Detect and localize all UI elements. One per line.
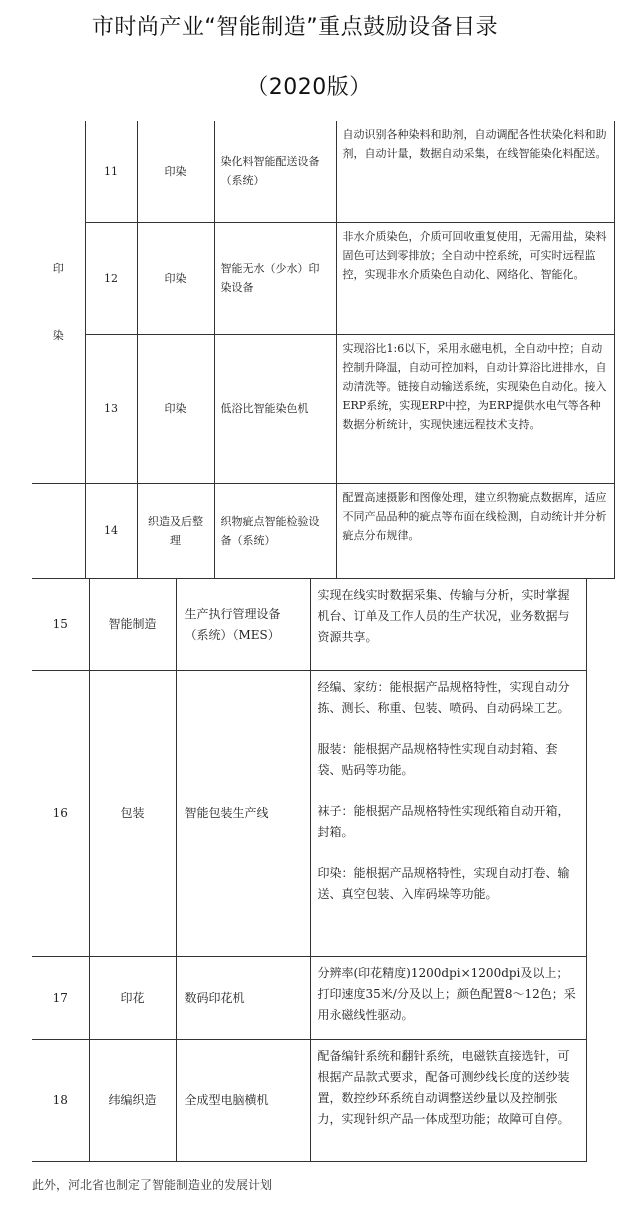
row-number: 17 <box>32 957 89 1040</box>
table-row <box>32 579 586 671</box>
empty-group-cell <box>32 483 85 578</box>
row-number: 14 <box>85 483 137 578</box>
description-paragraph: 配备编针系统和翻针系统，电磁铁直接选针，可根据产品款式要求，配备可测纱线长度的送纱装置，数控纱环系统自动调整送纱量以及控制张力，实现针织产品一体成型功能；故障可自停。 <box>317 1049 570 1126</box>
table-row <box>32 671 586 957</box>
description-paragraph: 服装：能根据产品规格特性实现自动封箱、套袋、贴码等功能。 <box>317 742 558 777</box>
row-equipment: 智能包装生产线 <box>176 671 310 957</box>
table-row <box>32 483 614 578</box>
row-equipment: 数码印花机 <box>176 957 310 1040</box>
group-cell-dyeing <box>32 121 85 483</box>
row-number: 13 <box>85 334 137 483</box>
row-number: 12 <box>85 222 137 334</box>
row-category: 包装 <box>89 671 176 957</box>
row-number: 18 <box>32 1040 89 1162</box>
row-number: 15 <box>32 579 89 671</box>
row-category: 印染 <box>137 334 214 483</box>
table-row <box>32 957 586 1040</box>
row-category: 印染 <box>137 121 214 222</box>
row-description <box>310 671 586 957</box>
table-row <box>32 222 614 334</box>
table-row <box>32 121 614 222</box>
row-description: 实现浴比1:6以下，采用永磁电机，全自动中控；自动控制升降温，自动可控加料，自动计算浴比进排水，自动清洗等。链接自动输送系统，实现染色自动化。接入ERP系统，实现ERP中控，为ERP提供水电气等各种数据分析统计，实现快速远程技术支持。 <box>336 334 614 483</box>
row-category: 印染 <box>137 222 214 334</box>
row-equipment: 织物疵点智能检验设备（系统） <box>214 483 336 578</box>
description-paragraph: 分辨率(印花精度)1200dpi×1200dpi及以上；打印速度35米/分及以上；颜色配置8～12色；采用永磁线性驱动。 <box>317 966 576 1022</box>
table-row <box>32 334 614 483</box>
equipment-table-part-2 <box>32 578 587 1162</box>
page-title: 市时尚产业“智能制造”重点鼓励设备目录 <box>91 15 499 40</box>
row-equipment: 生产执行管理设备（系统）（MES） <box>176 579 310 671</box>
group-label-char: 染 <box>52 328 64 342</box>
description-paragraph: 袜子：能根据产品规格特性实现纸箱自动开箱，封箱。 <box>317 804 570 839</box>
group-label-char: 印 <box>52 261 64 275</box>
row-number: 16 <box>32 671 89 957</box>
row-equipment: 染化料智能配送设备（系统） <box>214 121 336 222</box>
row-description <box>310 957 586 1040</box>
row-equipment: 全成型电脑横机 <box>176 1040 310 1162</box>
row-number: 11 <box>85 121 137 222</box>
row-category: 智能制造 <box>89 579 176 671</box>
row-equipment: 低浴比智能染色机 <box>214 334 336 483</box>
table-row <box>32 1040 586 1162</box>
description-paragraph: 实现在线实时数据采集、传输与分析，实时掌握机台、订单及工作人员的生产状况，业务数据与资源共享。 <box>317 588 570 644</box>
row-description: 配置高速摄影和图像处理，建立织物疵点数据库，适应不同产品品种的疵点等布面在线检测，自动统计并分析疵点分布规律。 <box>336 483 614 578</box>
row-description <box>310 1040 586 1162</box>
row-description: 非水介质染色，介质可回收重复使用，无需用盐，染料固色可达到零排放；全自动中控系统，可实时远程监控，实现非水介质染色自动化、网络化、智能化。 <box>336 222 614 334</box>
edition-subtitle: （2020版） <box>246 75 372 100</box>
description-paragraph: 印染：能根据产品规格特性，实现自动打卷、输送、真空包装、入库码垛等功能。 <box>317 866 570 901</box>
row-category: 织造及后整理 <box>137 483 214 578</box>
row-category: 纬编织造 <box>89 1040 176 1162</box>
row-description: 自动识别各种染料和助剂，自动调配各性状染化料和助剂，自动计量，数据自动采集，在线智能染化料配送。 <box>336 121 614 222</box>
equipment-table-part-1 <box>32 121 615 579</box>
row-description <box>310 579 586 671</box>
row-category: 印花 <box>89 957 176 1040</box>
footnote-text: 此外，河北省也制定了智能制造业的发展计划 <box>32 1178 273 1192</box>
row-equipment: 智能无水（少水）印染设备 <box>214 222 336 334</box>
description-paragraph: 经编、家纺：能根据产品规格特性，实现自动分拣、测长、称重、包装、喷码、自动码垛工艺。 <box>317 680 570 715</box>
